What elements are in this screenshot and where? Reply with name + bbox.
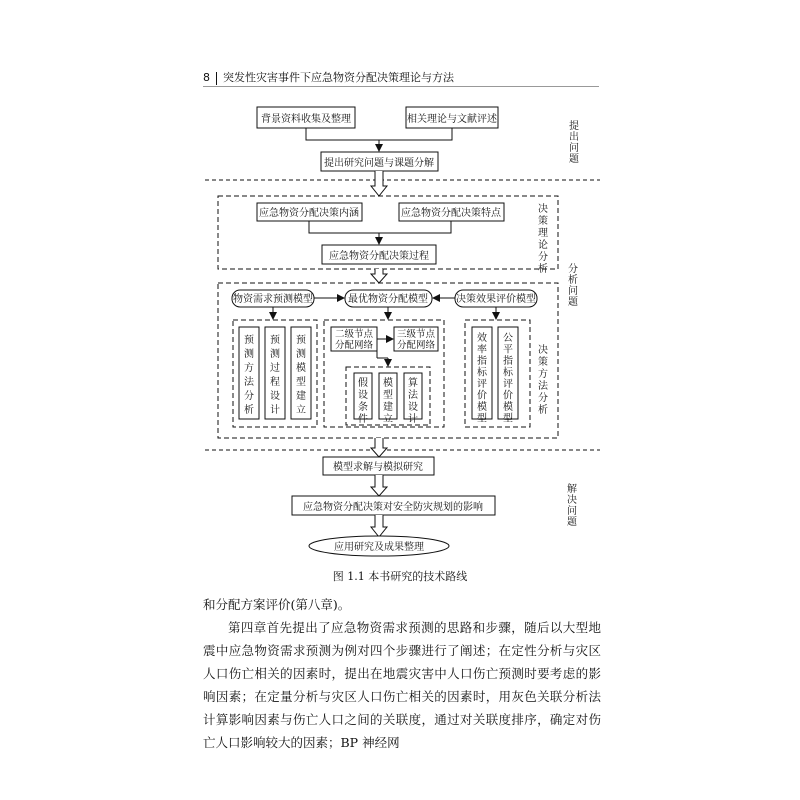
- box-model-build-label: 模型建立: [383, 378, 393, 425]
- hollow-arrow: [371, 438, 387, 457]
- figure-caption: 图 1.1 本书研究的技术路线: [332, 570, 468, 583]
- box-node3-label: 三级节点: [396, 329, 436, 340]
- section-label-analyze-problem: 分析问题: [568, 264, 578, 308]
- box-solve-label: 模型求解与模拟研究: [333, 462, 423, 473]
- box-evaluation-model-label: 决策效果评价模型: [456, 294, 536, 305]
- box-impact-label: 应急物资分配决策对安全防灾规划的影响: [303, 502, 483, 513]
- box-process-label: 应急物资分配决策过程: [329, 251, 429, 262]
- section-label-decision-theory: 决策理论分析: [538, 204, 548, 275]
- box-node2-label: 二级节点: [334, 329, 374, 340]
- box-background-label: 背景资料收集及整理: [261, 114, 351, 125]
- box-pred-process-label: 预测过程设计: [270, 335, 280, 416]
- box-research-question-label: 提出研究问题与课题分解: [324, 158, 434, 169]
- box-fairness-label: 公平指标评价模型: [503, 333, 513, 425]
- box-algorithm-label: 算法设计: [408, 378, 418, 425]
- box-node2-label: 分配网络: [334, 340, 374, 351]
- hollow-arrow: [371, 475, 387, 496]
- connector: [309, 221, 451, 233]
- paragraph: 第四章首先提出了应急物资需求预测的思路和步骤，随后以大型地震中应急物资需求预测为例对四个步骤进行了阐述；在定性分析与灾区人口伤亡相关的因素时，提出在地震灾害中人口伤亡预测时要考虑的影响因素；在定量分析与灾区人口伤亡相关的因素时，用灰色关联分析法计算影响因素与伤亡人口之间的关联度，通过对关联度排序，确定对伤亡人口影响较大的因素；BP 神经网: [203, 620, 601, 750]
- box-characteristics-label: 应急物资分配决策特点: [401, 208, 501, 219]
- box-application-label: 应用研究及成果整理: [334, 542, 424, 553]
- box-demand-model-label: 物资需求预测模型: [233, 294, 313, 305]
- box-assumption-label: 假设条件: [358, 378, 368, 425]
- section-label-raise-problem: 提出问题: [569, 121, 579, 165]
- section-label-decision-method: 决策方法分析: [538, 345, 548, 416]
- box-efficiency-label: 效率指标评价模型: [477, 333, 487, 425]
- box-literature-label: 相关理论与文献评述: [407, 114, 497, 125]
- section-label-solve-problem: 解决问题: [567, 484, 577, 528]
- box-node3-label: 分配网络: [396, 340, 436, 351]
- box-optimal-model-label: 最优物资分配模型: [348, 294, 428, 305]
- page-number: 8: [203, 71, 210, 84]
- body-text: [203, 593, 601, 754]
- paragraph-continuation: 和分配方案评价(第八章)。: [203, 597, 351, 612]
- hollow-arrow: [371, 171, 387, 196]
- box-connotation-label: 应急物资分配决策内涵: [259, 208, 359, 219]
- hollow-arrow: [371, 269, 387, 283]
- box-pred-method-label: 预测方法分析: [244, 335, 254, 416]
- running-title: 突发性灾害事件下应急物资分配决策理论与方法: [223, 71, 454, 84]
- connector: [306, 128, 452, 140]
- box-pred-model-label: 预测模型建立: [296, 335, 306, 416]
- hollow-arrow: [371, 515, 387, 537]
